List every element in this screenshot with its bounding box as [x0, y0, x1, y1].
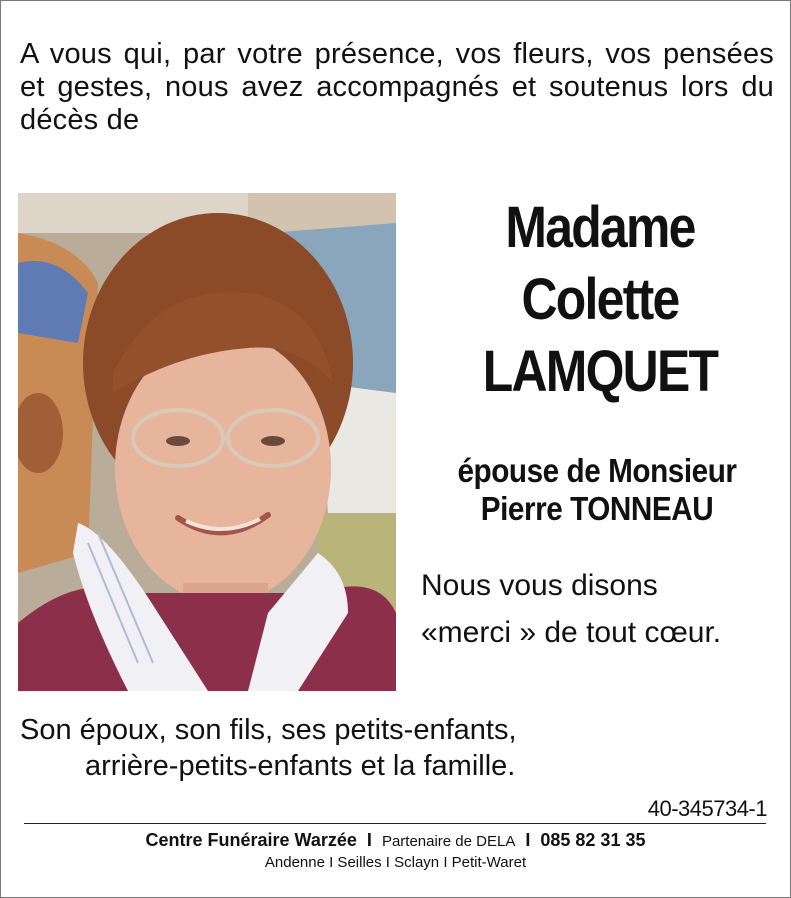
thanks-line-1: Nous vous disons — [421, 569, 658, 602]
spouse-info — [431, 452, 764, 528]
deceased-name — [437, 192, 764, 408]
deceased-first-name: Colette — [521, 267, 679, 332]
funeral-company: Centre Funéraire Warzée — [145, 830, 357, 850]
family-line-2: arrière-petits-enfants et la famille. — [85, 750, 516, 782]
intro-text: A vous qui, par votre présence, vos fleurs, vos pensées et gestes, nous avez accompagnés et soutenus lors du décès de — [20, 38, 774, 136]
footer-line-1 — [0, 828, 791, 854]
deceased-last-name: LAMQUET — [482, 339, 718, 404]
deceased-title: Madame — [505, 195, 695, 260]
thanks-message — [421, 562, 786, 656]
spouse-line-1: épouse de Monsieur — [457, 452, 737, 489]
footer-locations: Andenne I Seilles I Sclayn I Petit-Waret — [264, 854, 527, 871]
portrait-photo — [18, 193, 396, 691]
footer-divider — [24, 823, 766, 824]
portrait-photo-icon — [18, 193, 396, 691]
footer-separator: I — [366, 830, 372, 850]
phone-number: 085 82 31 35 — [540, 830, 646, 850]
partner-text: Partenaire de DELA — [381, 833, 516, 850]
footer-separator: I — [525, 830, 531, 850]
family-line-1: Son époux, son fils, ses petits-enfants, — [20, 714, 517, 746]
thanks-line-2: «merci » de tout cœur. — [421, 616, 722, 649]
family-signature — [20, 712, 780, 784]
spouse-line-2: Pierre TONNEAU — [480, 490, 714, 527]
reference-number: 40-345734-1 — [647, 796, 767, 821]
